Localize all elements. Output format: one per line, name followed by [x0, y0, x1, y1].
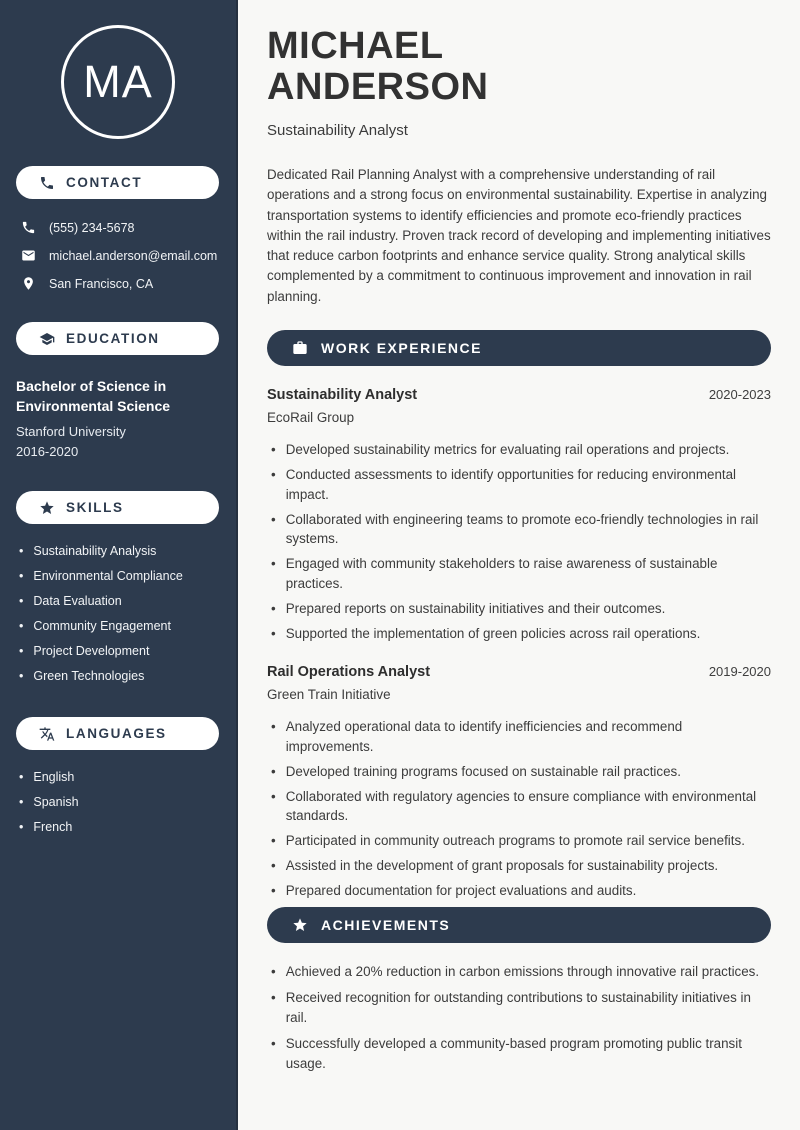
graduation-cap-icon — [39, 331, 55, 347]
location-text: San Francisco, CA — [49, 276, 154, 291]
job-bullet-list — [267, 717, 771, 901]
job-bullet-text: • Participated in community outreach programs to promote rail service benefits. — [285, 833, 745, 849]
skill-label: • Green Technologies — [33, 669, 145, 683]
work-experience-title: WORK EXPERIENCE — [321, 340, 482, 357]
job-bullet — [267, 624, 771, 644]
job-company: Green Train Initiative — [267, 687, 391, 703]
school-name: Stanford University — [16, 424, 126, 439]
skill-item — [19, 643, 222, 660]
language-item — [19, 769, 222, 786]
email-address: michael.anderson@email.com — [49, 248, 218, 263]
achievement-bullet — [267, 1034, 771, 1073]
skill-item — [19, 543, 222, 560]
languages-section-title: LANGUAGES — [66, 726, 167, 741]
briefcase-icon — [292, 340, 308, 356]
phone-icon — [21, 220, 36, 235]
job-bullet-text: • Engaged with community stakeholders to raise awareness of sustainable practices. — [285, 556, 718, 591]
job-bullet — [267, 762, 771, 782]
achievement-bullet — [267, 988, 771, 1027]
job-entry — [267, 387, 771, 643]
education-entry — [16, 377, 220, 459]
job-bullet — [267, 465, 771, 504]
skills-section-title: SKILLS — [66, 500, 124, 515]
language-item — [19, 819, 222, 836]
job-bullet-text: • Collaborated with engineering teams to promote eco-friendly technologies in rail systems. — [285, 511, 759, 547]
phone-icon — [39, 175, 55, 191]
job-dates: 2019-2020 — [708, 664, 771, 680]
achievements-section-header — [267, 907, 771, 943]
job-bullet — [267, 554, 771, 593]
jobs-container — [267, 387, 771, 901]
contact-section-title: CONTACT — [66, 175, 143, 190]
job-header — [267, 664, 771, 680]
skill-label: • Community Engagement — [33, 619, 171, 633]
job-bullet-text: • Developed training programs focused on sustainable rail practices. — [285, 763, 681, 779]
work-experience-section-header — [267, 330, 771, 366]
education-years: 2016-2020 — [16, 444, 79, 459]
job-bullet — [267, 881, 771, 901]
sidebar — [0, 0, 238, 1130]
achievements-list — [267, 962, 771, 1074]
job-bullet — [267, 717, 771, 756]
achievements-title: ACHIEVEMENTS — [321, 916, 451, 933]
job-bullet-list — [267, 440, 771, 643]
star-icon — [292, 917, 308, 933]
languages-section-header — [16, 717, 219, 750]
education-section-header — [16, 322, 219, 355]
skill-label: • Environmental Compliance — [33, 569, 183, 583]
job-bullet-text: • Prepared reports on sustainability initiatives and their outcomes. — [285, 600, 666, 616]
languages-list — [0, 769, 236, 836]
job-dates: 2020-2023 — [708, 387, 771, 403]
job-header — [267, 387, 771, 403]
job-bullet — [267, 856, 771, 876]
skill-item — [19, 618, 222, 635]
location-pin-icon — [21, 276, 36, 291]
language-label: • Spanish — [33, 795, 79, 809]
degree-name: Bachelor of Science in Environmental Science — [16, 378, 171, 414]
skill-label: • Sustainability Analysis — [33, 544, 157, 558]
job-title: Sustainability Analyst — [267, 387, 418, 404]
job-bullet-text: • Developed sustainability metrics for evaluating rail operations and projects. — [285, 442, 730, 458]
education-section-title: EDUCATION — [66, 331, 160, 346]
contact-email-row — [21, 248, 226, 263]
job-bullet-text: • Assisted in the development of grant proposals for sustainability projects. — [285, 858, 719, 874]
phone-number: (555) 234-5678 — [49, 220, 135, 235]
job-company: EcoRail Group — [267, 410, 355, 426]
avatar — [61, 25, 175, 139]
star-icon — [39, 500, 55, 516]
job-bullet-text: • Collaborated with regulatory agencies to ensure compliance with environmental standards. — [285, 788, 757, 824]
contact-phone-row — [21, 220, 226, 235]
skill-item — [19, 593, 222, 610]
person-name-line1: MICHAEL — [267, 25, 444, 67]
contact-location-row — [21, 276, 226, 291]
job-bullet-text: • Prepared documentation for project evaluations and audits. — [285, 883, 637, 899]
language-label: • French — [33, 820, 73, 834]
contact-details — [21, 220, 226, 291]
job-bullet — [267, 787, 771, 826]
job-bullet-text: • Conducted assessments to identify opportunities for reducing environmental impact. — [285, 467, 737, 502]
achievement-text: • Received recognition for outstanding contributions to sustainability initiatives in rail. — [285, 990, 751, 1025]
job-bullet — [267, 510, 771, 549]
skills-section-header — [16, 491, 219, 524]
achievement-text: • Successfully developed a community-based program promoting public transit usage. — [285, 1036, 742, 1071]
contact-section-header — [16, 166, 219, 199]
resume-main — [238, 0, 800, 1130]
person-name-line2: ANDERSON — [267, 66, 489, 108]
job-title: Rail Operations Analyst — [267, 664, 431, 681]
person-name — [267, 26, 771, 108]
skills-list — [0, 543, 236, 685]
language-item — [19, 794, 222, 811]
skill-item — [19, 668, 222, 685]
translate-icon — [39, 726, 55, 742]
achievement-bullet — [267, 962, 771, 982]
skill-label: • Data Evaluation — [33, 594, 122, 608]
job-bullet-text: • Analyzed operational data to identify inefficiencies and recommend improvements. — [285, 719, 683, 754]
skill-item — [19, 568, 222, 585]
job-bullet — [267, 440, 771, 460]
job-entry — [267, 664, 771, 901]
job-bullet — [267, 599, 771, 619]
avatar-initials: MA — [83, 56, 153, 107]
language-label: • English — [33, 770, 75, 784]
job-bullet-text: • Supported the implementation of green policies across rail operations. — [285, 625, 701, 641]
person-job-title: Sustainability Analyst — [267, 122, 408, 139]
skill-label: • Project Development — [33, 644, 150, 658]
professional-summary: Dedicated Rail Planning Analyst with a comprehensive understanding of rail operations and a strong focus on environmental sustainability. Expertise in analyzing transportation systems to identify efficiencies and promote eco-friendly practices within the rail industry. Proven track record of developing and implementing initiatives that reduce carbon footprints and enhance service quality. Strong analytical skills complemented by a commitment to continuous improvement and innovation in rail planning. — [267, 167, 771, 304]
achievement-text: • Achieved a 20% reduction in carbon emissions through innovative rail practices. — [285, 963, 760, 979]
job-bullet — [267, 831, 771, 851]
mail-icon — [21, 248, 36, 263]
